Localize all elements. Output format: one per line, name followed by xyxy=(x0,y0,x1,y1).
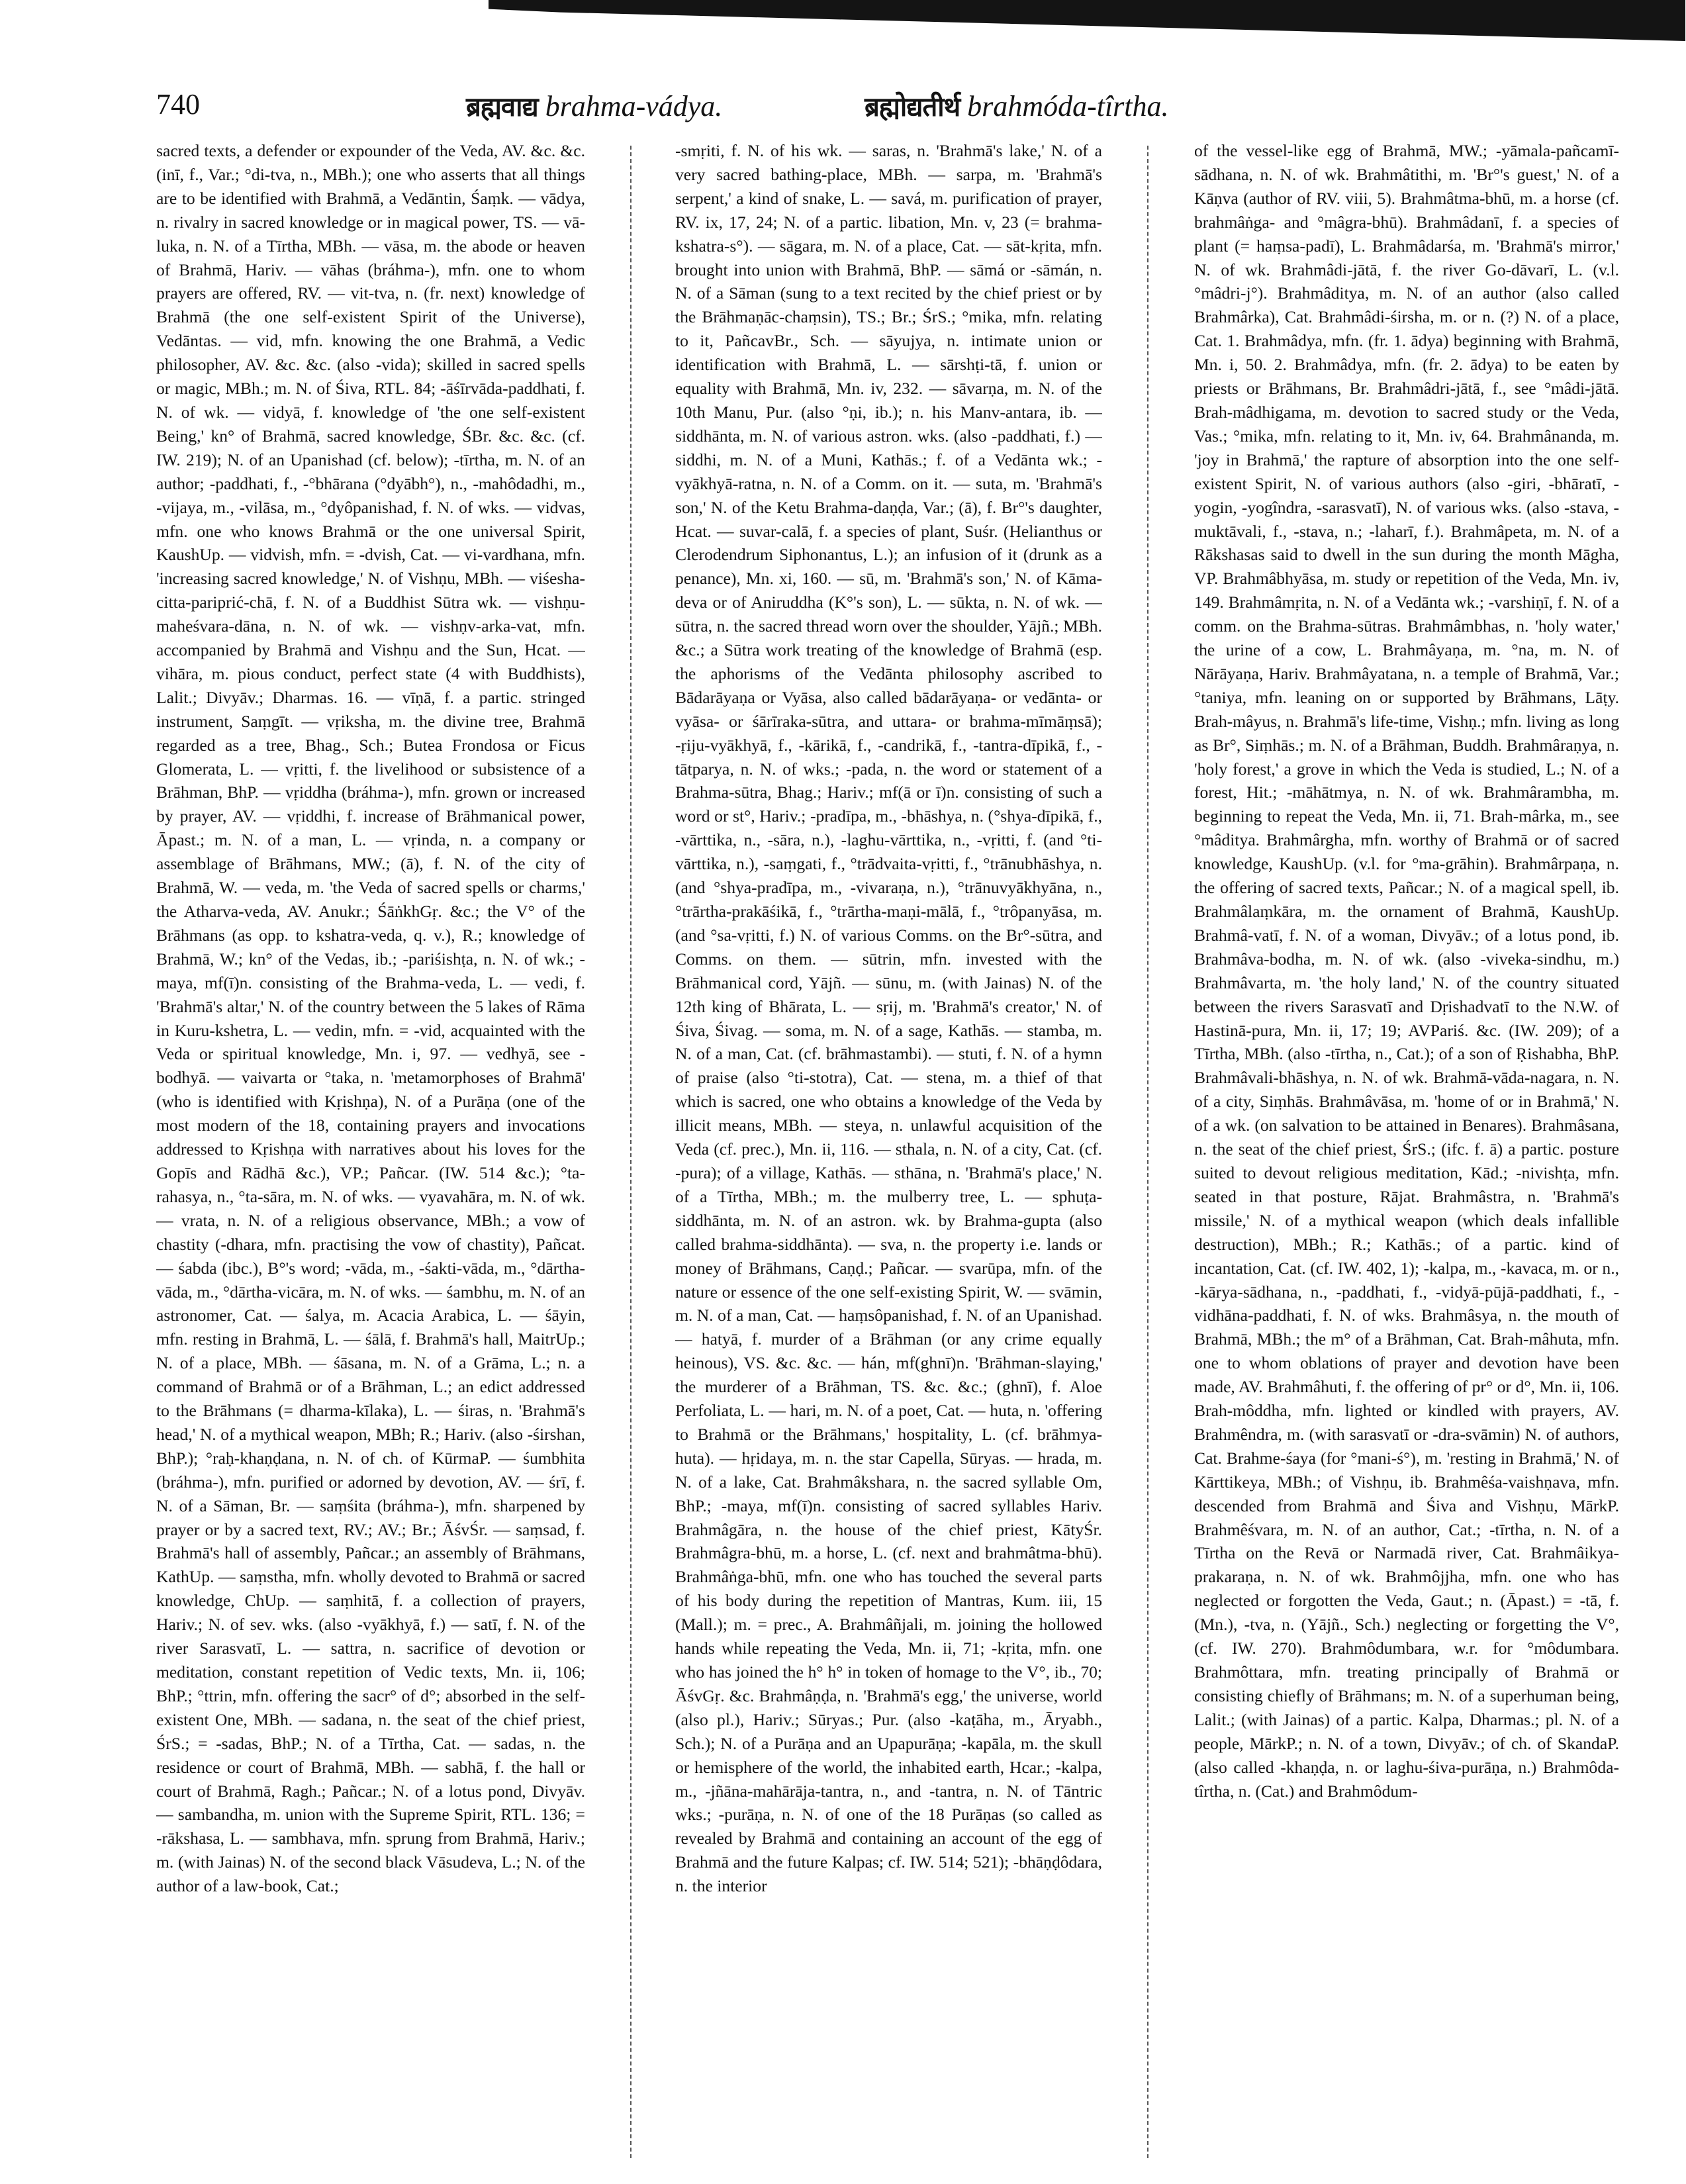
right-running-head xyxy=(865,87,1169,124)
scan-edge-bar xyxy=(489,0,1685,41)
column-divider xyxy=(1147,146,1148,2158)
right-running-head-latin: brahmóda-tîrtha. xyxy=(967,90,1169,122)
left-running-head xyxy=(466,87,722,124)
column-2: -smṛiti, f. N. of his wk. — saras, n. 'Brahmā's lake,' N. of a very sacred bathing-place, MBh. — sarpa, m. 'Brahmā's serpent,' a kind of snake, L. — savá, m. purification of prayer, RV. ix, 17, 24; N. of a partic. libation, Mn. v, 23 (= brahma-kshatra-s°). — sāgara, m. N. of a place, Cat. — sāt-kṛita, mfn. brought into union with Brahmā, BhP. — sāmá or -sāmán, n. N. of a Sāman (sung to a text recited by the chief priest or by the Brāhmaṇāc-chaṃsin), TS.; Br.; ŚrS.; °mika, mfn. relating to it, PañcavBr., Sch. — sāyujya, n. intimate union or identification with Brahmā, L. — sārshṭi-tā, f. union or equality with Brahmā, Mn. iv, 232. — sāvarṇa, m. N. of the 10th Manu, Pur. (also °ṇi, ib.); n. his Manv-antara, ib. — siddhānta, m. N. of various astron. wks. (also -paddhati, f.) — siddhi, m. N. of a Muni, Kathās.; f. of a Vedānta wk.; -vyākhyā-ratna, n. N. of a Comm. on it. — suta, m. 'Brahmā's son,' N. of the Ketu Brahma-daṇḍa, Var.; (ā), f. Br°'s daughter, Hcat. — suvar-calā, f. a species of plant, Suśr. (Helianthus or Clerodendrum Siphonantus, L.); an infusion of it (drunk as a penance), Mn. xi, 160. — sū, m. 'Brahmā's son,' N. of Kāma-deva or of Aniruddha (K°'s son), L. — sūkta, n. N. of wk. — sūtra, n. the sacred thread worn over the shoulder, Yājñ.; MBh. &c.; a Sūtra work treating of the knowledge of Brahmā (esp. the aphorisms of the Vedānta philosophy ascribed to Bādarāyaṇa or Vyāsa, also called bādarāyaṇa- or vedānta- or vyāsa- or śārīraka-sūtra, and uttara- or brahma-mīmāṃsā); -ṛiju-vyākhyā, f., -kārikā, f., -candrikā, f., -tantra-dīpikā, f., -tātparya, n. N. of wks.; -pada, n. the word or statement of a Brahma-sūtra, Bhag.; Hariv.; mf(ā or ī)n. consisting of such a word or st°, Hariv.; -pradīpa, m., -bhāshya, n. (°shya-dīpikā, f., -vārttika, n., -sāra, n.), -laghu-vārttika, n., -vṛitti, f. (and °ti-vārttika, n.), -saṃgati, f., °trādvaita-vṛitti, f., °trānubhāshya, n. (and °shya-pradīpa, m., -vivaraṇa, n.), °trānuvyākhyāna, n., °trārtha-prakāśikā, f., °trārtha-maṇi-mālā, f., °trôpanyāsa, m. (and °sa-vṛitti, f.) N. of various Comms. on the Br°-sūtra, and Comms. on them. — sūtrin, mfn. invested with the Brāhmanical cord, Yājñ. — sūnu, m. (with Jainas) N. of the 12th king of Bhārata, L. — sṛij, m. 'Brahmā's creator,' N. of Śiva, Śivag. — soma, m. N. of a sage, Kathās. — stamba, m. N. of a man, Cat. (cf. brāhmastambi). — stuti, f. N. of a hymn of praise (also °ti-stotra), Cat. — stena, m. a thief of that which is sacred, one who obtains a knowledge of the Veda by illicit means, MBh. — steya, n. unlawful acquisition of the Veda (cf. prec.), Mn. ii, 116. — sthala, n. N. of a city, Cat. (cf. -pura); of a village, Kathās. — sthāna, n. 'Brahmā's place,' N. of a Tīrtha, MBh.; m. the mulberry tree, L. — sphuṭa-siddhānta, m. N. of an astron. wk. by Brahma-gupta (also called brahma-siddhānta). — sva, n. the property i.e. lands or money of Brāhmans, Caṇḍ.; Pañcar. — svarūpa, mfn. of the nature or essence of the one self-existing Spirit, W. — svāmin, m. N. of a man, Cat. — haṃsôpanishad, f. N. of an Upanishad. — hatyā, f. murder of a Brāhman (or any crime equally heinous), VS. &c. &c. — hán, mf(ghnī)n. 'Brāhman-slaying,' the murderer of a Brāhman, TS. &c. &c.; (ghnī), f. Aloe Perfoliata, L. — hari, m. N. of a poet, Cat. — huta, n. 'offering to Brahmā or the Brāhmans,' hospitality, L. (cf. brāhmya-huta). — hṛidaya, m. n. the star Capella, Sūryas. — hrada, m. N. of a lake, Cat. Brahmâkshara, n. the sacred syllable Om, BhP.; -maya, mf(ī)n. consisting of sacred syllables Hariv. Brahmâgāra, n. the house of the chief priest, KātyŚr. Brahmâgra-bhū, m. a horse, L. (cf. next and brahmâtma-bhū). Brahmâṅga-bhū, mfn. one who has touched the several parts of his body during the repetition of Mantras, Kum. iii, 15 (Mall.); m. = prec., A. Brahmâñjali, m. joining the hollowed hands while repeating the Veda, Mn. ii, 71; -kṛita, mfn. one who has joined the h° h° in token of homage to the V°, ib., 70; ĀśvGṛ. &c. Brahmâṇḍa, n. 'Brahmā's egg,' the universe, world (also pl.), Hariv.; Sūryas.; Pur. (also -kaṭāha, m., Āryabh., Sch.); N. of a Purāṇa and an Upapurāṇa; -kapāla, m. the skull or hemisphere of the world, the inhabited earth, Hcar.; -kalpa, m., -jñāna-mahārāja-tantra, n., and -tantra, n. N. of Tāntric wks.; -purāṇa, n. N. of one of the 18 Purāṇas (so called as revealed by Brahmā and containing an account of the egg of Brahmā and the future Kalpas; cf. IW. 514; 521); -bhāṇḍôdara, n. the interior xyxy=(675,141,1102,1896)
column-divider xyxy=(630,146,632,2158)
left-running-head-devanagari: ब्रह्मवाद्य xyxy=(466,92,538,122)
left-running-head-latin: brahma-vádya. xyxy=(545,90,723,122)
column-3: of the vessel-like egg of Brahmā, MW.; -yāmala-pañcamī-sādhana, n. N. of wk. Brahmâtithi, m. 'Br°'s guest,' N. of a Kāṇva (author of RV. viii, 5). Brahmâtma-bhū, m. a horse (cf. brahmâṅga- and °mâgra-bhū). Brahmâdanī, f. a species of plant (= haṃsa-padī), L. Brahmâdarśa, m. 'Brahmā's mirror,' N. of wk. Brahmâdi-jātā, f. the river Go-dāvarī, L. (v.l. °mâdri-j°). Brahmâditya, m. N. of an author (also called Brahmârka), Cat. Brahmâdi-śirsha, m. or n. (?) N. of a place, Cat. 1. Brahmâdya, mfn. (fr. 1. ādya) beginning with Brahmā, Mn. i, 50. 2. Brahmâdya, mfn. (fr. 2. ādya) to be eaten by priests or Brāhmans, Br. Brahmâdri-jātā, f., see °mâdi-jātā. Brah-mâdhigama, m. devotion to sacred study or the Veda, Vas.; °mika, mfn. relating to it, Mn. iv, 64. Brahmânanda, m. 'joy in Brahmā,' the rapture of absorption into the one self-existent Spirit, N. of various authors (also -giri, -bhāratī, -yogin, -yogîndra, -sarasvatī), N. of various wks. (also -stava, -muktāvali, f., -stava, n.; -laharī, f.). Brahmâpeta, m. N. of a Rākshasas said to dwell in the sun during the month Māgha, VP. Brahmâbhyāsa, m. study or repetition of the Veda, Mn. iv, 149. Brahmâmṛita, n. N. of a Vedānta wk.; -varshiṇī, f. N. of a comm. on the Brahma-sūtras. Brahmâmbhas, n. 'holy water,' the urine of a cow, L. Brahmâyaṇa, m. °na, m. N. of Nārāyaṇa, Hariv. Brahmâyatana, n. a temple of Brahmā, Var.; °taniya, mfn. leaning on or supported by Brāhmans, Lāṭy. Brah-mâyus, n. Brahmā's life-time, Vishṇ.; mfn. living as long as Br°, Siṃhās.; m. N. of a Brāhman, Buddh. Brahmâraṇya, n. 'holy forest,' a grove in which the Veda is studied, L.; N. of a forest, Hit.; -māhātmya, n. N. of wk. Brahmârambha, m. beginning to repeat the Veda, Mn. ii, 71. Brah-mârka, m., see °mâditya. Brahmârgha, mfn. worthy of Brahmā or of sacred knowledge, KaushUp. (v.l. for °ma-grāhin). Brahmârpaṇa, n. the offering of sacred texts, Pañcar.; N. of a magical spell, ib. Brahmâlaṃkāra, m. the ornament of Brahmā, KaushUp. Brahmâ-vatī, f. N. of a woman, Divyāv.; of a lotus pond, ib. Brahmâva-bodha, m. N. of wk. (also -viveka-sindhu, m.) Brahmâvarta, m. 'the holy land,' N. of the country situated between the rivers Sarasvatī and Dṛishadvatī to the N.W. of Hastinā-pura, Mn. ii, 17; 19; AVPariś. &c. (IW. 209); of a Tīrtha, MBh. (also -tīrtha, n., Cat.); of a son of Ṛishabha, BhP. Brahmâvali-bhāshya, n. N. of wk. Brahmā-vāda-nagara, n. N. of a city, Siṃhās. Brahmâvāsa, m. 'home of or in Brahmā,' N. of a wk. (on salvation to be attained in Benares). Brahmâsana, n. the seat of the chief priest, ŚrS.; (ifc. f. ā) a partic. posture suited to devout religious meditation, Kād.; -nivishṭa, mfn. seated in that posture, Rājat. Brahmâstra, n. 'Brahmā's missile,' N. of a mythical weapon (which deals infallible destruction), MBh.; R.; Kathās.; of a partic. kind of incantation, Cat. (cf. IW. 402, 1); -kalpa, m., -kavaca, m. or n., -kārya-sādhana, n., -paddhati, f., -vidyā-pūjā-paddhati, f., -vidhāna-paddhati, f. N. of wks. Brahmâsya, n. the mouth of Brahmā, MBh.; the m° of a Brāhman, Cat. Brah-mâhuta, mfn. one to whom oblations of prayer and devotion have been made, AV. Brahmâhuti, f. the offering of pr° or d°, Mn. ii, 106. Brah-môddha, mfn. lighted or kindled with prayers, AV. Brahmêndra, m. (with sarasvatī or -dra-svāmin) N. of authors, Cat. Brahme-śaya (for °mani-ś°), m. 'resting in Brahmā,' N. of Kārttikeya, MBh.; of Vishṇu, ib. Brahmêśa-vaishṇava, mfn. descended from Brahmā and Śiva and Vishṇu, MārkP. Brahmêśvara, m. N. of an author, Cat.; -tīrtha, n. N. of a Tīrtha on the Revā or Narmadā river, Cat. Brahmâikya-prakaraṇa, n. N. of wk. Brahmôjjha, mfn. one who has neglected or forgotten the Veda, Gaut.; n. (Āpast.) = -tā, f. (Mn.), -tva, n. (Yājñ., Sch.) neglecting or forgetting the V°, (cf. IW. 270). Brahmôdumbara, w.r. for °môdumbara. Brahmôttara, mfn. treating principally of Brahmā or consisting chiefly of Brāhmans; m. N. of a superhuman being, Lalit.; (with Jainas) of a partic. Kalpa, Dharmas.; pl. N. of a people, MārkP.; n. N. of a town, Divyāv.; of ch. of SkandaP. (also called -khaṇḍa, n. or laghu-śiva-purāṇa, n.) Brahmôda-tîrtha, n. (Cat.) and Brahmôdum- xyxy=(1194,141,1619,1801)
right-running-head-devanagari: ब्रह्मोद्यतीर्थ xyxy=(865,92,960,122)
dictionary-body xyxy=(156,139,1619,2165)
page-number: 740 xyxy=(156,88,200,120)
page-header xyxy=(156,87,1619,134)
column-1: sacred texts, a defender or expounder of the Veda, AV. &c. &c. (inī, f., Var.; °di-tva, n., MBh.); one who asserts that all things are to be identified with Brahmā, a Vedāntin, Śaṃk. — vādya, n. rivalry in sacred knowledge or in magical power, TS. — vā-luka, n. N. of a Tīrtha, MBh. — vāsa, m. the abode or heaven of Brahmā, Hariv. — vāhas (bráhma-), mfn. one to whom prayers are offered, RV. — vit-tva, n. (fr. next) knowledge of Brahmā (the one self-existent Spirit of the Universe), Vedāntas. — vid, mfn. knowing the one Brahmā, a Vedic philosopher, AV. &c. &c. (also -vida); skilled in sacred spells or magic, MBh.; m. N. of Śiva, RTL. 84; -āśīrvāda-paddhati, f. N. of wk. — vidyā, f. knowledge of 'the one self-existent Being,' kn° of Brahmā, sacred knowledge, ŚBr. &c. &c. (cf. IW. 219); N. of an Upanishad (cf. below); -tīrtha, m. N. of an author; -paddhati, f., -°bhārana (°dyābh°), n., -mahôdadhi, m., -vijaya, m., -vilāsa, m., °dyôpanishad, f. N. of wks. — vidvas, mfn. one who knows Brahmā or the one universal Spirit, KaushUp. — vidvish, mfn. = -dvish, Cat. — vi-vardhana, mfn. 'increasing sacred knowledge,' N. of Vishṇu, MBh. — viśesha-citta-pariprić-chā, f. N. of a Buddhist Sūtra wk. — vishṇu-maheśvara-dāna, n. N. of wk. — vishṇv-arka-vat, mfn. accompanied by Brahmā and Vishṇu and the Sun, Hcat. — vihāra, m. pious conduct, perfect state (4 with Buddhists), Lalit.; Divyāv.; Dharmas. 16. — vīṇā, f. a partic. stringed instrument, Saṃgīt. — vṛiksha, m. the divine tree, Brahmā regarded as a tree, Bhag., Sch.; Butea Frondosa or Ficus Glomerata, L. — vṛitti, f. the livelihood or subsistence of a Brāhman, BhP. — vṛiddha (bráhma-), mfn. grown or increased by prayer, AV. — vṛiddhi, f. increase of Brāhmanical power, Āpast.; m. N. of a man, L. — vṛinda, n. a company or assemblage of Brāhmans, MW.; (ā), f. N. of the city of Brahmā, W. — veda, m. 'the Veda of sacred spells or charms,' the Atharva-veda, AV. Anukr.; ŚāṅkhGṛ. &c.; the V° of the Brāhmans (as opp. to kshatra-veda, q. v.), R.; knowledge of Brahmā, W.; kn° of the Vedas, ib.; -pariśishṭa, n. N. of wk.; -maya, mf(ī)n. consisting of the Brahma-veda, L. — vedi, f. 'Brahmā's altar,' N. of the country between the 5 lakes of Rāma in Kuru-kshetra, L. — vedin, mfn. = -vid, acquainted with the Veda or spiritual knowledge, Mn. i, 97. — vedhyā, see -bodhyā. — vaivarta or °taka, n. 'metamorphoses of Brahmā' (who is identified with Kṛishṇa), N. of a Purāṇa (one of the most modern of the 18, containing prayers and invocations addressed to Kṛishṇa with narratives about his loves for the Gopīs and Rādhā &c.), VP.; Pañcar. (IW. 514 &c.); °ta-rahasya, n., °ta-sāra, m. N. of wks. — vyavahāra, m. N. of wk. — vrata, n. N. of a religious observance, MBh.; a vow of chastity (-dhara, mfn. practising the vow of chastity), Pañcat. — śabda (ibc.), B°'s word; -vāda, m., -śakti-vāda, m., °dārtha-vāda, m., °dārtha-vicāra, m. N. of wks. — śambhu, m. N. of an astronomer, Cat. — śalya, m. Acacia Arabica, L. — śāyin, mfn. resting in Brahmā, L. — śālā, f. Brahmā's hall, MaitrUp.; N. of a place, MBh. — śāsana, m. N. of a Grāma, L.; n. a command of Brahmā or of a Brāhman, L.; an edict addressed to the Brāhmans (= dharma-kīlaka), L. — śiras, n. 'Brahmā's head,' N. of a mythical weapon, MBh; R.; Hariv. (also -śirshan, BhP.); °raḥ-khaṇḍana, n. N. of ch. of KūrmaP. — śumbhita (bráhma-), mfn. purified or adorned by devotion, AV. — śrī, f. N. of a Sāman, Br. — saṃśita (bráhma-), mfn. sharpened by prayer or by a sacred text, RV.; AV.; Br.; ĀśvŚr. — saṃsad, f. Brahmā's hall of assembly, Pañcar.; an assembly of Brāhmans, KathUp. — saṃstha, mfn. wholly devoted to Brahmā or sacred knowledge, ChUp. — saṃhitā, f. a collection of prayers, Hariv.; N. of sev. wks. (also -vyākhyā, f.) — satī, f. N. of the river Sarasvatī, L. — sattra, n. sacrifice of devotion or meditation, constant repetition of Vedic texts, Mn. ii, 106; BhP.; °ttrin, mfn. offering the sacr° of d°; absorbed in the self-existent One, MBh. — sadana, n. the seat of the chief priest, ŚrS.; = -sadas, BhP.; N. of a Tīrtha, Cat. — sadas, n. the residence or court of Brahmā, MBh. — sabhā, f. the hall or court of Brahmā, Ragh.; Pañcar.; N. of a lotus pond, Divyāv. — sambandha, m. union with the Supreme Spirit, RTL. 136; = -rākshasa, L. — sambhava, mfn. sprung from Brahmā, Hariv.; m. (with Jainas) N. of the second black Vāsudeva, L.; N. of the author of a law-book, Cat.; xyxy=(156,141,585,1896)
